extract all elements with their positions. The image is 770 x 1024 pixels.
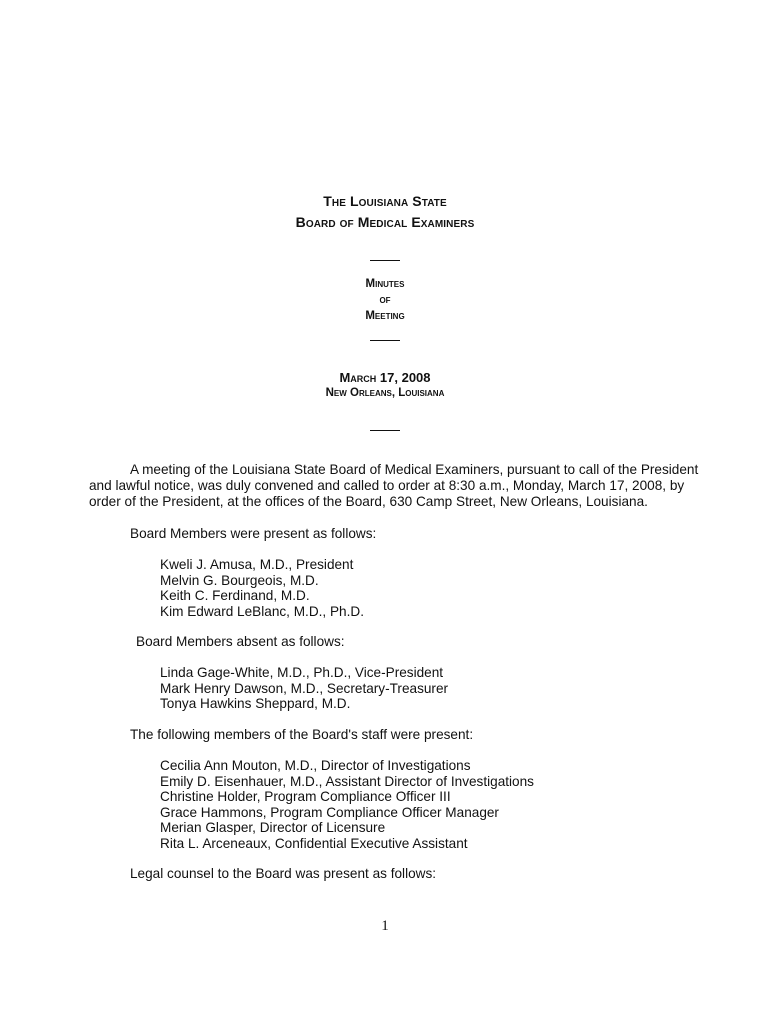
staff-heading: The following members of the Board's staff were present:: [130, 727, 474, 742]
present-list: [160, 557, 364, 619]
list-item: Kim Edward LeBlanc, M.D., Ph.D.: [160, 603, 364, 619]
intro-paragraph-line-3: order of the President, at the offices of the Board, 630 Camp Street, New Orleans, Louisiana.: [89, 494, 648, 509]
list-item: Mark Henry Dawson, M.D., Secretary-Treasurer: [160, 680, 449, 696]
list-item: Rita L. Arceneaux, Confidential Executive Assistant: [160, 835, 468, 851]
absent-list: [160, 665, 448, 712]
document-title-line-1: The Louisiana State: [323, 193, 447, 209]
meeting-location: New Orleans, Louisiana: [325, 387, 445, 399]
list-item: Cecilia Ann Mouton, M.D., Director of Investigations: [160, 758, 471, 773]
list-item: Linda Gage-White, M.D., Ph.D., Vice-President: [160, 665, 444, 680]
of-label: of: [379, 294, 391, 306]
list-item: Grace Hammons, Program Compliance Officer Manager: [160, 804, 499, 820]
meeting-date: March 17, 2008: [339, 370, 431, 385]
list-item: Keith C. Ferdinand, M.D.: [160, 588, 310, 604]
list-item: Merian Glasper, Director of Licensure: [160, 820, 386, 836]
list-item: Christine Holder, Program Compliance Officer III: [160, 789, 451, 805]
document-title-line-2: Board of Medical Examiners: [295, 214, 475, 230]
intro-paragraph-line-1: A meeting of the Louisiana State Board of Medical Examiners, pursuant to call of the President: [130, 462, 699, 477]
intro-paragraph-line-2: and lawful notice, was duly convened and called to order at 8:30 a.m., Monday, March 17, 2008, by: [89, 478, 685, 493]
separator-rule: [370, 430, 400, 431]
list-item: Tonya Hawkins Sheppard, M.D.: [160, 696, 351, 712]
separator-rule: [370, 340, 400, 341]
separator-rule: [370, 260, 400, 261]
list-item: Melvin G. Bourgeois, M.D.: [160, 572, 319, 588]
page-number: 1: [381, 918, 389, 934]
present-heading: Board Members were present as follows:: [130, 526, 377, 541]
list-item: Emily D. Eisenhauer, M.D., Assistant Director of Investigations: [160, 773, 534, 789]
legal-counsel-heading: Legal counsel to the Board was present as follows:: [130, 866, 437, 881]
list-item: Kweli J. Amusa, M.D., President: [160, 557, 354, 572]
staff-list: [160, 758, 534, 852]
meeting-label: Meeting: [365, 310, 405, 322]
minutes-label: Minutes: [365, 278, 405, 290]
absent-heading: Board Members absent as follows:: [136, 634, 345, 649]
